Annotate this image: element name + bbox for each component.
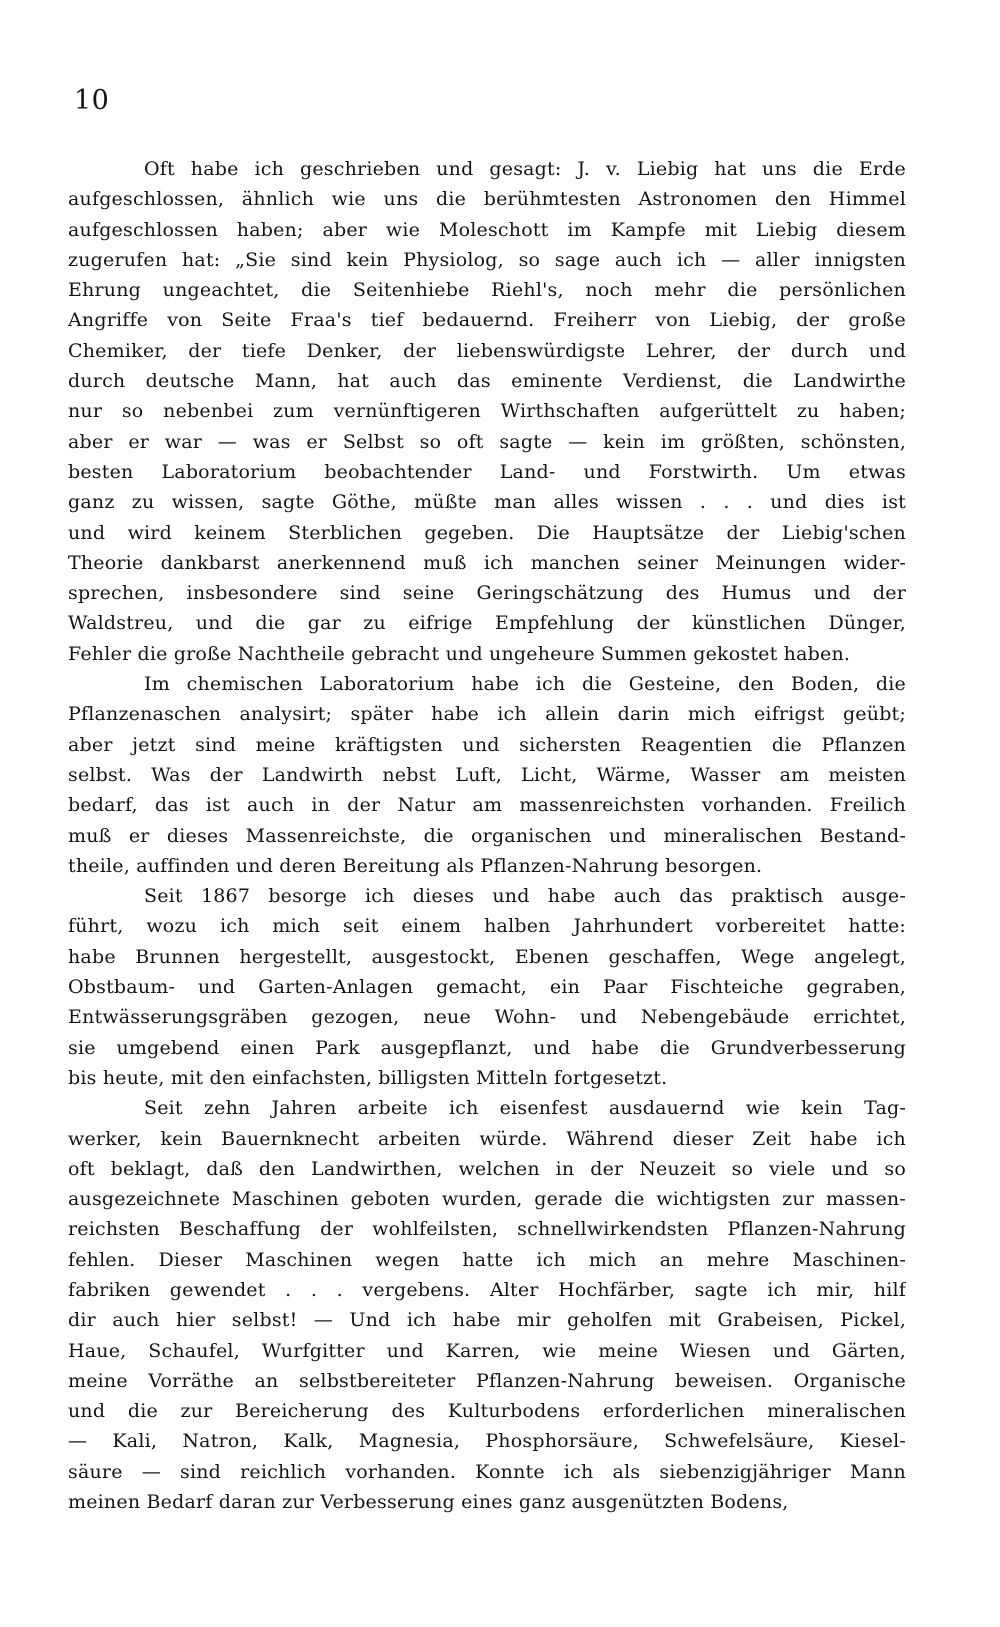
text-line: ausgezeichnete Maschinen geboten wurden, gerade die wichtigsten zur massen-	[68, 1188, 906, 1211]
paragraph	[68, 1093, 906, 1517]
text-line: Obstbaum- und Garten-Anlagen gemacht, ein Paar Fischteiche gegraben,	[68, 976, 906, 999]
text-line: Angriffe von Seite Fraa's tief bedauernd. Freiherr von Liebig, der große	[68, 309, 906, 332]
text-line: Haue, Schaufel, Wurfgitter und Karren, wie meine Wiesen und Gärten,	[68, 1339, 906, 1362]
text-line: nur so nebenbei zum vernünftigeren Wirthschaften aufgerüttelt zu haben;	[68, 400, 906, 423]
text-line: Pflanzenaschen analysirt; später habe ich allein darin mich eifrigst geübt;	[68, 703, 906, 726]
text-line: reichsten Beschaffung der wohlfeilsten, schnellwirkendsten Pflanzen-Nahrung	[68, 1218, 906, 1241]
text-line: aber jetzt sind meine kräftigsten und sichersten Reagentien die Pflanzen	[68, 733, 906, 756]
text-line: zugerufen hat: „Sie sind kein Physiolog, so sage auch ich — aller innigsten	[68, 248, 906, 271]
text-line: dir auch hier selbst! — Und ich habe mir geholfen mit Grabeisen, Pickel,	[68, 1309, 906, 1332]
paragraph	[68, 669, 906, 881]
text-line: Waldstreu, und die gar zu eifrige Empfehlung der künstlichen Dünger,	[68, 612, 906, 635]
text-line: oft beklagt, daß den Landwirthen, welchen in der Neuzeit so viele und so	[68, 1157, 906, 1180]
text-line: — Kali, Natron, Kalk, Magnesia, Phosphorsäure, Schwefelsäure, Kiesel-	[68, 1430, 906, 1453]
text-line: Seit 1867 besorge ich dieses und habe auch das praktisch ausge-	[144, 885, 906, 908]
text-line: und wird keinem Sterblichen gegeben. Die Hauptsätze der Liebig'schen	[68, 521, 906, 544]
text-line: Entwässerungsgräben gezogen, neue Wohn- und Nebengebäude errichtet,	[68, 1006, 906, 1029]
text-line: Chemiker, der tiefe Denker, der liebenswürdigste Lehrer, der durch und	[68, 339, 906, 362]
text-line: Fehler die große Nachtheile gebracht und ungeheure Summen gekostet haben.	[68, 642, 851, 665]
text-line: werker, kein Bauernknecht arbeiten würde. Während dieser Zeit habe ich	[68, 1127, 906, 1150]
text-line: Im chemischen Laboratorium habe ich die Gesteine, den Boden, die	[144, 673, 906, 696]
page-number: 10	[74, 85, 110, 116]
text-line: fabriken gewendet . . . vergebens. Alter Hochfärber, sagte ich mir, hilf	[68, 1278, 906, 1301]
text-line: Oft habe ich geschrieben und gesagt: J. v. Liebig hat uns die Erde	[144, 158, 906, 180]
text-line: bedarf, das ist auch in der Natur am massenreichsten vorhanden. Freilich	[68, 794, 906, 817]
text-line: Ehrung ungeachtet, die Seitenhiebe Riehl's, noch mehr die persönlichen	[68, 279, 906, 302]
text-line: aufgeschlossen, ähnlich wie uns die berühmtesten Astronomen den Himmel	[68, 188, 906, 211]
text-line: theile, auffinden und deren Bereitung als Pflanzen-Nahrung besorgen.	[68, 854, 763, 877]
text-line: meine Vorräthe an selbstbereiteter Pflanzen-Nahrung beweisen. Organische	[68, 1369, 906, 1392]
text-line: führt, wozu ich mich seit einem halben Jahrhundert vorbereitet hatte:	[68, 915, 906, 938]
text-line: durch deutsche Mann, hat auch das eminente Verdienst, die Landwirthe	[68, 370, 906, 393]
text-line: selbst. Was der Landwirth nebst Luft, Licht, Wärme, Wasser am meisten	[68, 763, 906, 786]
text-line: sie umgebend einen Park ausgepflanzt, und habe die Grundverbesserung	[68, 1036, 906, 1059]
text-line: aufgeschlossen haben; aber wie Moleschott im Kampfe mit Liebig diesem	[68, 218, 906, 241]
text-line: habe Brunnen hergestellt, ausgestockt, Ebenen geschaffen, Wege angelegt,	[68, 945, 906, 968]
text-line: besten Laboratorium beobachtender Land- und Forstwirth. Um etwas	[68, 460, 906, 483]
text-line: Theorie dankbarst anerkennend muß ich manchen seiner Meinungen wider-	[68, 551, 906, 574]
text-line: ganz zu wissen, sagte Göthe, müßte man alles wissen . . . und dies ist	[68, 491, 906, 514]
paragraph	[68, 881, 906, 1093]
text-line: aber er war — was er Selbst so oft sagte — kein im größten, schönsten,	[68, 430, 906, 453]
text-line: bis heute, mit den einfachsten, billigsten Mitteln fortgesetzt.	[68, 1066, 668, 1089]
text-line: und die zur Bereicherung des Kulturbodens erforderlichen mineralischen	[68, 1400, 906, 1423]
text-line: meinen Bedarf daran zur Verbesserung eines ganz ausgenützten Bodens,	[68, 1491, 789, 1514]
text-line: säure — sind reichlich vorhanden. Konnte ich als siebenzigjähriger Mann	[68, 1460, 906, 1483]
paragraph	[68, 154, 906, 669]
text-line: muß er dieses Massenreichste, die organischen und mineralischen Bestand-	[68, 824, 906, 847]
body-text	[68, 154, 906, 1517]
text-line: Seit zehn Jahren arbeite ich eisenfest ausdauernd wie kein Tag-	[144, 1097, 906, 1120]
text-line: sprechen, insbesondere sind seine Geringschätzung des Humus und der	[68, 582, 906, 605]
text-line: fehlen. Dieser Maschinen wegen hatte ich mich an mehre Maschinen-	[68, 1248, 906, 1271]
